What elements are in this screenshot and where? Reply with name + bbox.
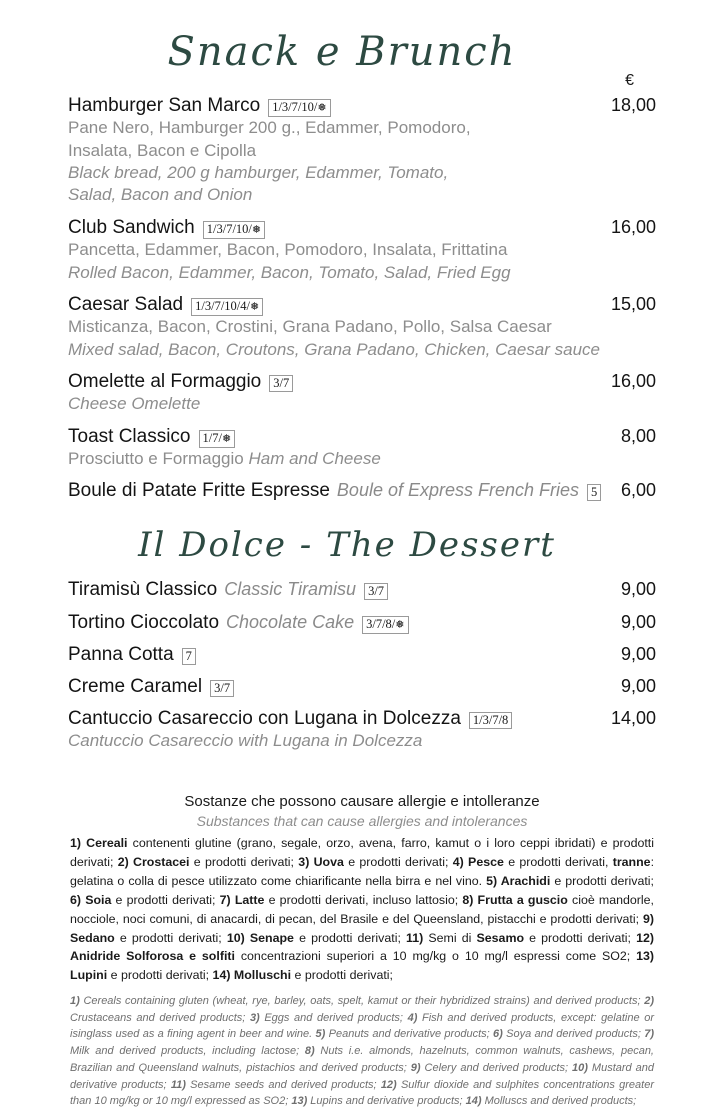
menu-item-name-english: Classic Tiramisu bbox=[224, 579, 357, 600]
menu-item-price: 9,00 bbox=[620, 643, 656, 664]
menu-item-description-en: Mixed salad, Bacon, Croutons, Grana Padano, Chicken, Caesar sauce bbox=[68, 339, 601, 359]
menu-item bbox=[68, 293, 656, 361]
snowflake-icon: ❅ bbox=[251, 223, 262, 236]
menu-item-name: Hamburger San Marco bbox=[68, 95, 261, 116]
allergens-heading-it: Sostanze che possono causare allergie e intolleranze bbox=[184, 792, 540, 810]
menu-item-name: Toast Classico bbox=[68, 425, 191, 447]
menu-item bbox=[68, 216, 656, 284]
allergens-body-en: 1) Cereals containing gluten (wheat, rye, barley, oats, spelt, kamut or their hybridized strains) and derived products; 2) Crustaceans and derived products; 3) Eggs and derived products; 4) Fish and derived products, except: gelatine or isinglass used as a fining agent in beer and wine. 5) Peanuts and derivative products; 6) Soya and derived products; 7) Milk and derived products, including lactose; 8) Nuts i.e. almonds, hazelnuts, common walnuts, cashews, pecan, Brazilian and Queensland walnuts, pistachios and derived products; 9) Celery and derived products; 10) Mustard and derivative products; 11) Sesame seeds and derived products; 12) Sulfur dioxide and sulphites concentrations greater than 10 mg/kg or 10 mg/l expressed as SO2; 13) Lupins and derivative products; 14) Molluscs and derived products; bbox=[70, 995, 655, 1108]
menu-item-price: 16,00 bbox=[610, 216, 656, 237]
allergen-badge: 3/7 bbox=[269, 375, 293, 392]
menu-item-name-english: Boule of Express French Fries bbox=[336, 480, 580, 501]
allergen-badge: 3/7/8/❅ bbox=[362, 616, 408, 634]
menu-item-description-en: Black bread, 200 g hamburger, Edammer, Tomato, Salad, Bacon and Onion bbox=[68, 163, 449, 205]
allergen-badge: 1/3/7/10/❅ bbox=[203, 221, 265, 239]
menu-item-description-it: Prosciutto e Formaggio Ham and Cheese bbox=[68, 448, 381, 468]
menu-items-dessert bbox=[68, 578, 656, 752]
menu-item-description-it: Pane Nero, Hamburger 200 g., Edammer, Pomodoro, Insalata, Bacon e Cipolla bbox=[68, 118, 471, 160]
menu-item-price: 6,00 bbox=[620, 480, 656, 501]
menu-item-name: Panna Cotta bbox=[68, 643, 174, 665]
menu-items-snack bbox=[68, 94, 656, 502]
menu-item bbox=[68, 675, 656, 698]
menu-item bbox=[68, 707, 656, 753]
allergens-heading-en: Substances that can cause allergies and intolerances bbox=[196, 812, 528, 829]
menu-item-description-en-inline: Ham and Cheese bbox=[243, 448, 381, 468]
allergens-section bbox=[68, 791, 656, 1110]
menu-item bbox=[68, 479, 656, 502]
allergen-badge: 1/3/7/8 bbox=[469, 712, 512, 729]
menu-item-name: Caesar Salad bbox=[68, 293, 184, 315]
menu-item-name: Cantuccio Casareccio con Lugana in Dolcezza bbox=[68, 708, 461, 730]
euro-symbol: € bbox=[625, 72, 634, 89]
snowflake-icon: ❅ bbox=[395, 618, 405, 631]
menu-item-name: Omelette al Formaggio bbox=[68, 371, 262, 393]
menu-item-price: 16,00 bbox=[610, 371, 656, 392]
menu-item bbox=[68, 611, 656, 634]
section-title-snack: Snack e Brunch bbox=[167, 29, 517, 75]
menu-item bbox=[68, 643, 656, 666]
menu-item-description-en: Cheese Omelette bbox=[68, 394, 201, 414]
currency-header-row bbox=[68, 72, 656, 94]
menu-item bbox=[68, 578, 656, 601]
menu-item-price: 14,00 bbox=[610, 708, 656, 729]
menu-item-name: Club Sandwich bbox=[68, 216, 195, 238]
menu-item-description-en: Cantuccio Casareccio with Lugana in Dolcezza bbox=[68, 731, 423, 751]
snowflake-icon: ❅ bbox=[221, 432, 232, 445]
menu-item-price: 8,00 bbox=[620, 425, 656, 446]
snowflake-icon: ❅ bbox=[250, 300, 260, 313]
allergen-badge: 3/7 bbox=[364, 583, 388, 600]
allergen-badge: 7 bbox=[182, 648, 196, 665]
allergen-badge: 1/7/❅ bbox=[199, 430, 236, 448]
menu-item-name-english: Chocolate Cake bbox=[226, 611, 355, 632]
menu-item-description-it: Misticanza, Bacon, Crostini, Grana Padano, Pollo, Salsa Caesar bbox=[68, 317, 552, 337]
menu-item-price: 9,00 bbox=[620, 675, 656, 696]
section-title-dessert: Il Dolce - The Dessert bbox=[138, 525, 556, 566]
menu-item-description-en: Rolled Bacon, Edammer, Bacon, Tomato, Salad, Fried Egg bbox=[68, 262, 511, 282]
snowflake-icon: ❅ bbox=[317, 102, 327, 114]
allergen-badge: 5 bbox=[587, 484, 601, 501]
menu-item-price: 18,00 bbox=[610, 95, 656, 115]
menu-item bbox=[68, 370, 656, 416]
menu-item bbox=[68, 425, 656, 471]
menu-item-name: Tiramisù Classico bbox=[68, 579, 218, 601]
allergen-badge: 3/7 bbox=[210, 680, 234, 697]
menu-item-price: 9,00 bbox=[620, 611, 656, 632]
menu-item-description-it: Pancetta, Edammer, Bacon, Pomodoro, Insalata, Frittatina bbox=[68, 240, 508, 260]
menu-item bbox=[68, 94, 656, 207]
menu-item-name: Creme Caramel bbox=[68, 675, 203, 697]
menu-item-price: 9,00 bbox=[620, 579, 656, 600]
menu-item-price: 15,00 bbox=[610, 293, 656, 314]
allergen-badge: 1/3/7/10/4/❅ bbox=[191, 298, 263, 316]
allergen-badge: 1/3/7/10/❅ bbox=[268, 99, 330, 117]
allergens-body-it: 1) Cereali contenenti glutine (grano, segale, orzo, avena, farro, kamut o i loro ceppi ibridati) e prodotti derivati; 2) Crostacei e prodotti derivati; 3) Uova e prodotti derivati; 4) Pesce e prodotti derivati, tranne: gelatina o colla di pesce utilizzato come chiarificante nella birra e nel vino. 5) Arachidi e prodotti derivati; 6) Soia e prodotti derivati; 7) Latte e prodotti derivati, incluso lattosio; 8) Frutta a guscio cioè mandorle, nocciole, noci comuni, di anacardi, di pecan, del Brasile e del Queensland, pistacchi e prodotti derivati; 9) Sedano e prodotti derivati; 10) Senape e prodotti derivati; 11) Semi di Sesamo e prodotti derivati; 12) Anidride Solforosa e solfiti concentrazioni superiori a 10 mg/kg o 10 mg/l espressi come SO2; 13) Lupini e prodotti derivati; 14) Molluschi e prodotti derivati; bbox=[70, 836, 655, 983]
menu-item-name: Boule di Patate Fritte Espresse bbox=[68, 480, 330, 502]
menu-item-name: Tortino Cioccolato bbox=[68, 611, 220, 633]
